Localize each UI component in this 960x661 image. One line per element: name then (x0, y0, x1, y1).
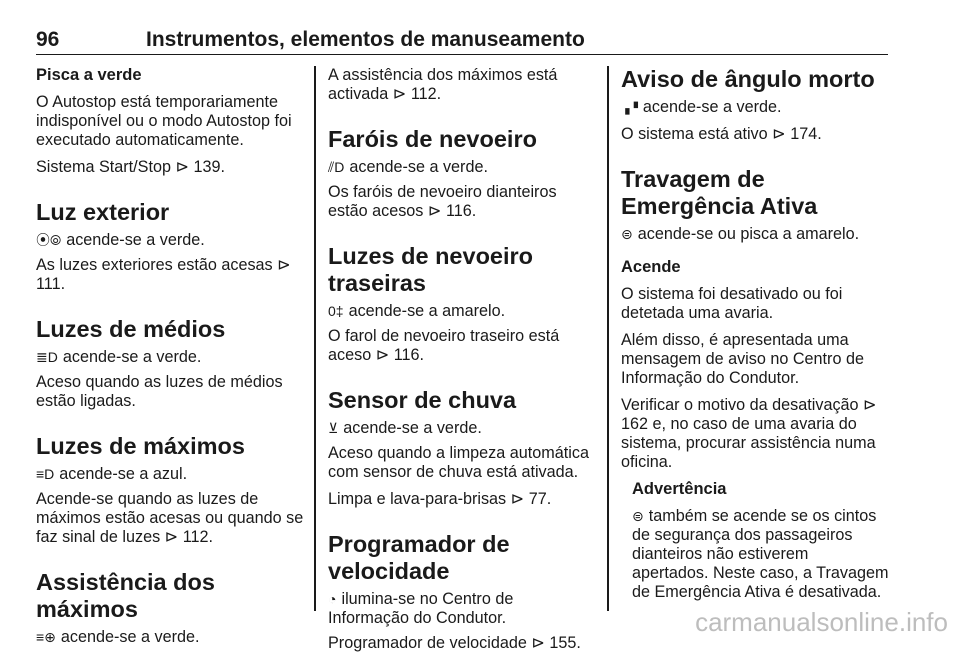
text-luz-exterior-status: acende-se a verde. (66, 231, 205, 249)
heading-acende: Acende (621, 258, 681, 276)
column-3 (621, 66, 889, 610)
heading-farois-nevoeiro: Faróis de nevoeiro (328, 126, 537, 152)
heading-luzes-maximos: Luzes de máximos (36, 433, 245, 459)
text-maximos-status: acende-se a azul. (59, 465, 188, 483)
text-chuva-2: Limpa e lava-para-brisas ⊳ 77. (328, 490, 552, 508)
text-luz-exterior: As luzes exteriores estão acesas ⊳ 111. (36, 256, 291, 293)
heading-pisca-verde: Pisca a verde (36, 66, 142, 84)
text-programador-status: ilumina-se no Centro de Informação do Condutor. (328, 590, 514, 627)
low-beam-icon: ≣D (36, 349, 58, 365)
text-assistencia-status: acende-se a verde. (60, 628, 200, 646)
heading-angulo-morto: Aviso de ângulo morto (621, 66, 875, 92)
indicator-line-nevoeiro-traseiras (328, 302, 598, 321)
text-programador: Programador de velocidade ⊳ 155. (328, 634, 581, 652)
column-divider-2 (607, 66, 609, 611)
text-medios-status: acende-se a verde. (62, 348, 202, 366)
emergency-brake-icon-warning: ⊜ (632, 508, 644, 524)
cruise-control-icon: ◔ (328, 591, 337, 607)
text-pisca-1: O Autostop está temporariamente indisponível ou o modo Autostop foi executado automaticamente. (36, 93, 292, 149)
text-nevoeiro-traseiras: O farol de nevoeiro traseiro está aceso ⊳ 116. (328, 327, 560, 364)
indicator-line-medios (36, 348, 306, 367)
column-2 (328, 66, 598, 661)
text-acende-2: Além disso, é apresentada uma mensagem de aviso no Centro de Informação do Condutor. (621, 331, 864, 387)
rear-fog-icon: 0‡ (328, 303, 344, 319)
indicator-line-programador (328, 590, 598, 628)
text-acende-1: O sistema foi desativado ou foi detetada uma avaria. (621, 285, 843, 322)
watermark: carmanualsonline.info (695, 607, 948, 637)
text-chuva-1: Aceso quando a limpeza automática com sensor de chuva está ativada. (328, 444, 589, 481)
text-maximos: Acende-se quando as luzes de máximos estão acesas ou quando se faz sinal de luzes ⊳ 112. (36, 490, 304, 546)
text-pisca-2: Sistema Start/Stop ⊳ 139. (36, 158, 226, 176)
heading-assistencia-maximos: Assistência dos máximos (36, 569, 215, 622)
indicator-line-luz-exterior (36, 231, 306, 250)
heading-nevoeiro-traseiras: Luzes de nevoeiro traseiras (328, 243, 534, 296)
column-divider-1 (314, 66, 316, 611)
front-fog-icon: ⫽D (328, 159, 345, 175)
text-assistencia: A assistência dos máximos está activada ⊳ 112. (328, 66, 558, 103)
text-advertencia-body: também se acende se os cintos de segurança dos passageiros dianteiros não estiverem apertados. Neste caso, a Travagem de Emergência Ativa é desativada. (632, 507, 889, 601)
indicator-line-chuva (328, 419, 598, 438)
blind-spot-icon: ▗▝ (621, 103, 638, 115)
page-header (36, 24, 888, 55)
rain-sensor-icon: ⊻ (328, 420, 339, 436)
indicator-line-maximos (36, 465, 306, 484)
text-acende-3: Verificar o motivo da desativação ⊳ 162 e, no caso de uma avaria do sistema, procurar assistência numa oficina. (621, 396, 877, 471)
heading-luz-exterior: Luz exterior (36, 199, 170, 225)
heading-luzes-medios: Luzes de médios (36, 316, 226, 342)
indicator-line-angulo (621, 98, 889, 119)
exterior-light-icon: ⦿⦾ (36, 232, 62, 248)
page-number: 96 (36, 28, 60, 51)
heading-travagem-emergencia: Travagem de Emergência Ativa (621, 166, 818, 219)
indicator-line-nevoeiro (328, 158, 598, 177)
heading-advertencia: Advertência (632, 480, 727, 498)
indicator-line-travagem (621, 225, 889, 244)
text-nevoeiro-status: acende-se a verde. (349, 158, 488, 176)
text-advertencia (632, 507, 889, 602)
heading-programador-velocidade: Programador de velocidade (328, 531, 510, 584)
column-1 (36, 66, 306, 653)
warning-note (621, 480, 889, 602)
page-title: Instrumentos, elementos de manuseamento (146, 28, 585, 51)
indicator-line-assistencia (36, 628, 306, 647)
high-beam-assist-icon: ≡⊕ (36, 629, 56, 645)
high-beam-icon: ≡D (36, 466, 55, 482)
text-nevoeiro-traseiras-status: acende-se a amarelo. (348, 302, 506, 320)
text-travagem-status: acende-se ou pisca a amarelo. (637, 225, 860, 243)
emergency-brake-icon: ⊜ (621, 226, 633, 242)
text-chuva-status: acende-se a verde. (343, 419, 482, 437)
heading-sensor-chuva: Sensor de chuva (328, 387, 517, 413)
text-angulo: O sistema está ativo ⊳ 174. (621, 125, 822, 143)
text-angulo-status: acende-se a verde. (642, 98, 782, 116)
text-medios: Aceso quando as luzes de médios estão ligadas. (36, 373, 283, 410)
text-nevoeiro: Os faróis de nevoeiro dianteiros estão acesos ⊳ 116. (328, 183, 557, 220)
